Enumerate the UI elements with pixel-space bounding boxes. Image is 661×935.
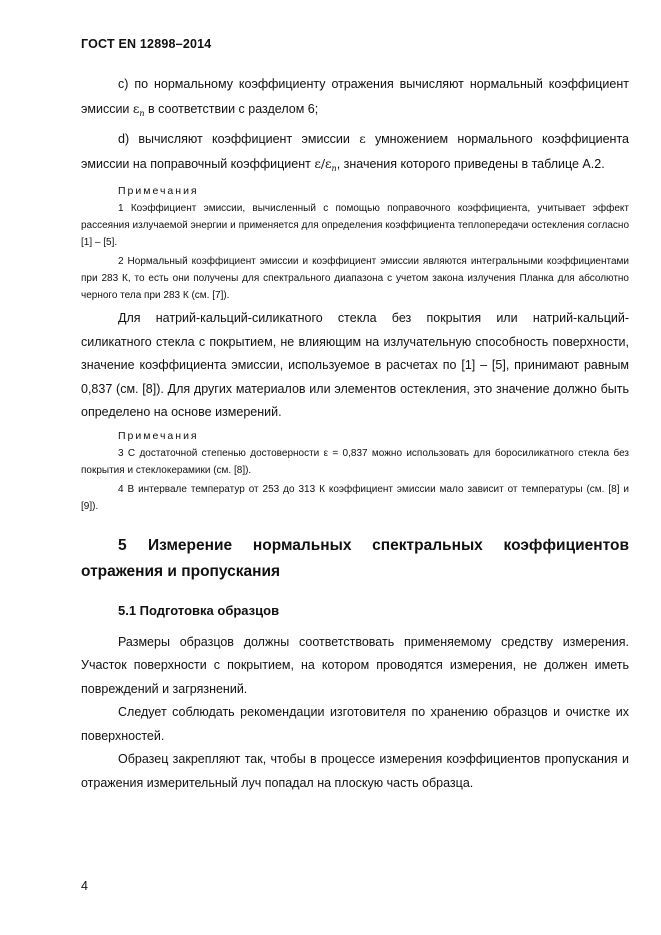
subscript-n: n (139, 108, 145, 118)
epsilon-glyph: ε (314, 155, 321, 171)
epsilon-glyph: ε (325, 155, 332, 171)
note-4: 4 В интервале температур от 253 до 313 К коэффициент эмиссии мало зависит от температуры (см. [8] и [9]). (81, 483, 629, 512)
paragraph-storage: Следует соблюдать рекомендации изготовителя по хранению образцов и очистке их поверхностей. (81, 705, 629, 743)
section-title: Измерение нормальных спектральных коэффициентов отражения и пропускания (81, 536, 629, 580)
page-number: 4 (81, 879, 88, 893)
section-heading (81, 533, 629, 585)
paragraph-c (81, 73, 629, 125)
paragraph-d (81, 127, 629, 180)
epsilon-n-symbol (133, 101, 145, 116)
epsilon-symbol: ε (359, 131, 366, 146)
document-body (81, 73, 629, 795)
section-number: 5 (118, 536, 127, 554)
subsection-heading: 5.1 Подготовка образцов (118, 602, 280, 618)
paragraph-glass: Для натрий-кальций-силикатного стекла без покрытия или натрий-кальций-силикатного стекла с покрытием, не влияющим на излучательную способность поверхности, значение коэффициента эмиссии, используемое в расчетах по [1] – [5], принимают равным 0,837 (см. [8]). Для других материалов или элементов остекления, это значение должно быть определено на основе измерений. (81, 311, 629, 419)
document-header: ГОСТ EN 12898–2014 (81, 37, 212, 51)
correction-factor-symbol (314, 156, 336, 171)
paragraph-d-text: d) вычисляют коэффициент эмиссии (118, 132, 360, 146)
paragraph-d-middle: умножением нормального коэффициента эмиссии на поправочный коэффициент (81, 132, 629, 171)
notes-title: Примечания (118, 185, 199, 197)
paragraph-d-tail: , значения которого приведены в таблице А.2. (336, 156, 605, 171)
paragraph-c-text: c) по нормальному коэффициенту отражения вычисляют нормальный коэффициент эмиссии (81, 77, 629, 116)
slash-glyph: / (320, 155, 326, 171)
note-3: 3 С достаточной степенью достоверности ε = 0,837 можно использовать для боросиликатного стекла без покрытия и стеклокерамики (см. [8]). (81, 447, 629, 476)
subscript-n: n (331, 163, 337, 173)
notes-title: Примечания (118, 429, 199, 442)
paragraph-c-tail: в соответствии с разделом 6; (144, 101, 319, 116)
note-1: 1 Коэффициент эмиссии, вычисленный с помощью поправочного коэффициента, учитывает эффект рассеяния излучаемой энергии и применяется для определения коэффициента теплопередачи остекления согласно [1] – [5]. (81, 203, 629, 248)
paragraph-sample-size: Размеры образцов должны соответствовать применяемому средству измерения. Участок поверхности с покрытием, на котором проводятся измерения, не должен иметь повреждений и загрязнений. (81, 634, 629, 696)
paragraph-mounting: Образец закрепляют так, чтобы в процессе измерения коэффициентов пропускания и отражения измерительный луч попадал на плоскую часть образца. (81, 752, 629, 790)
note-2: 2 Нормальный коэффициент эмиссии и коэффициент эмиссии являются интегральными коэффициентами при 283 К, то есть они получены для спектрального диапазона с учетом закона излучения Планка для абсолютно черного тела при 283 К (см. [7]). (81, 256, 629, 301)
epsilon-glyph: ε (132, 100, 140, 116)
